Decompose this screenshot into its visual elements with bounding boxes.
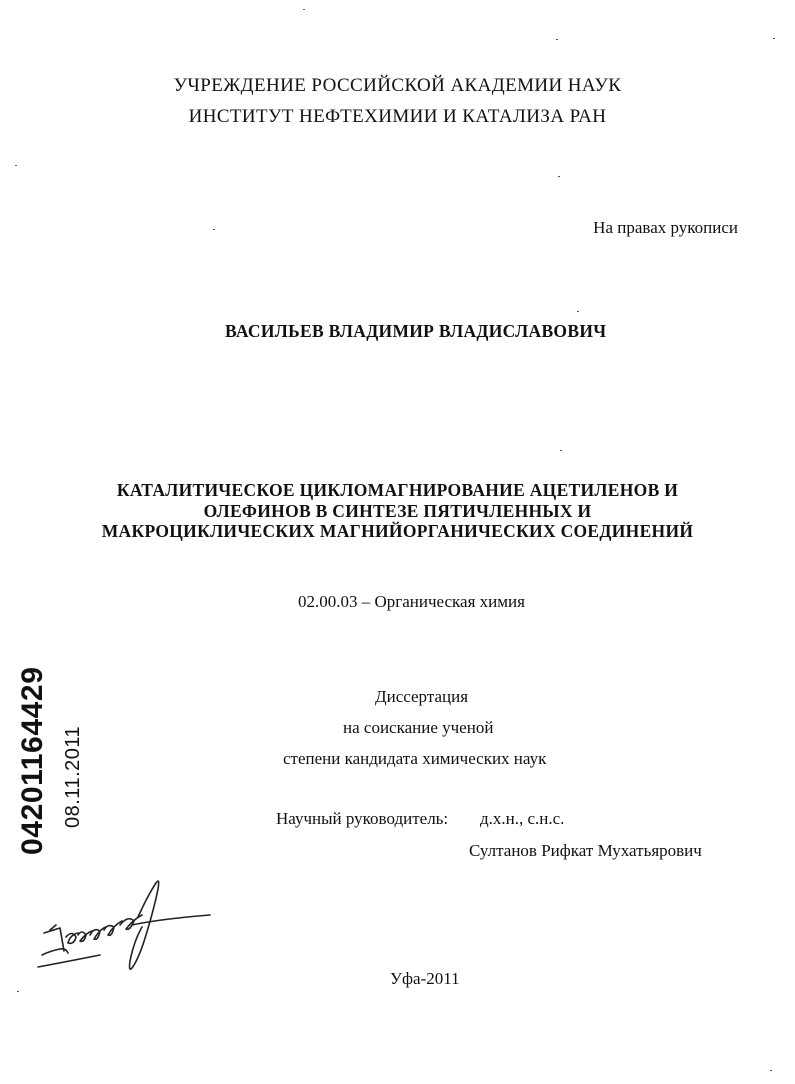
library-stamp-date: 08.11.2011	[62, 725, 84, 828]
degree-line-3: степени кандидата химических наук	[283, 749, 547, 768]
scan-speck	[558, 176, 560, 177]
library-stamp-number: 04201164429	[16, 666, 49, 855]
scan-speck	[773, 38, 775, 39]
scan-speck	[303, 9, 305, 10]
degree-line-1: Диссертация	[375, 687, 469, 706]
supervisor-credentials: д.х.н., с.н.с.	[480, 809, 565, 828]
rights-note: На правах рукописи	[593, 218, 738, 237]
specialty: 02.00.03 – Органическая химия	[298, 592, 525, 611]
title-line-1: КАТАЛИТИЧЕСКОЕ ЦИКЛОМАГНИРОВАНИЕ АЦЕТИЛЕНОВ И	[116, 480, 679, 500]
city-year: Уфа-2011	[390, 969, 460, 988]
scan-speck	[17, 991, 19, 992]
title-line-2: ОЛЕФИНОВ В СИНТЕЗЕ ПЯТИЧЛЕННЫХ И	[203, 501, 592, 521]
scan-speck	[213, 229, 215, 230]
title-line-3: МАКРОЦИКЛИЧЕСКИХ МАГНИЙОРГАНИЧЕСКИХ СОЕДИНЕНИЙ	[101, 521, 694, 541]
scan-speck	[560, 450, 562, 451]
supervisor-label: Научный руководитель:	[276, 809, 449, 828]
scan-speck	[556, 39, 558, 40]
author-name: ВАСИЛЬЕВ ВЛАДИМИР ВЛАДИСЛАВОВИЧ	[225, 321, 607, 341]
degree-line-2: на соискание ученой	[343, 718, 494, 737]
institution-line-2: ИНСТИТУТ НЕФТЕХИМИИ И КАТАЛИЗА РАН	[188, 106, 607, 127]
supervisor-name: Султанов Рифкат Мухатьярович	[469, 841, 702, 860]
scan-speck	[577, 311, 579, 312]
signature	[30, 875, 220, 985]
scan-speck	[15, 165, 17, 166]
institution-line-1: УЧРЕЖДЕНИЕ РОССИЙСКОЙ АКАДЕМИИ НАУК	[173, 75, 622, 96]
scan-speck	[770, 1070, 772, 1071]
